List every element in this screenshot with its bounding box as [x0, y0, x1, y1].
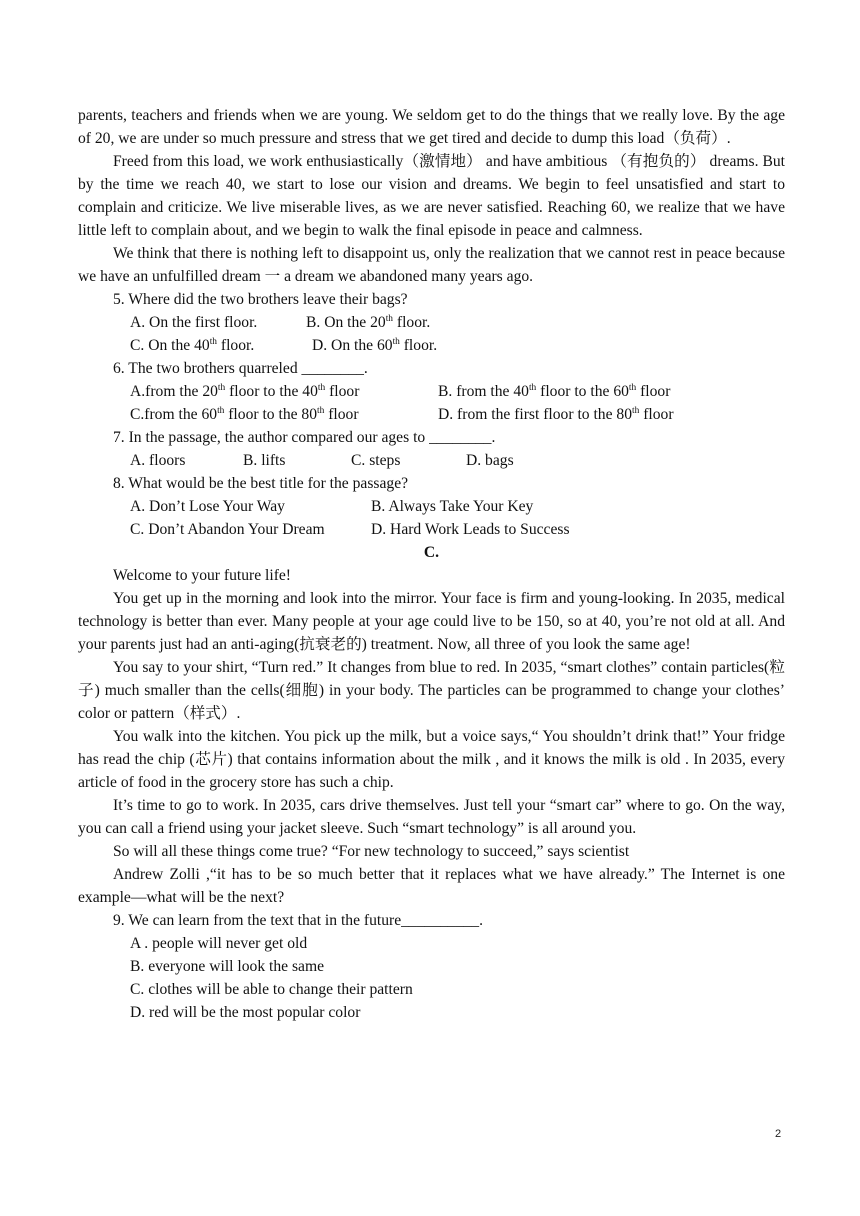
option-c: C. steps: [351, 452, 401, 469]
option-c: C. Don’t Abandon Your Dream: [130, 521, 325, 538]
option-b: B. lifts: [243, 452, 286, 469]
question-8-options: [130, 495, 785, 518]
paragraph: So will all these things come true? “For new technology to succeed,” says scientist: [113, 843, 630, 860]
document-page: [78, 104, 785, 1024]
question-8-options: [130, 518, 785, 541]
paragraph: Welcome to your future life!: [113, 567, 292, 584]
section-c-heading: C.: [423, 544, 440, 561]
question-8-stem: 8. What would be the best title for the passage?: [113, 475, 409, 492]
option-a: A . people will never get old: [130, 935, 308, 952]
option-b: B. everyone will look the same: [130, 958, 325, 975]
option-d: D. Hard Work Leads to Success: [371, 521, 570, 538]
option-c: C.from the 60th floor to the 80th floor: [130, 405, 359, 423]
option-c: C. On the 40th floor.: [130, 336, 255, 354]
option-d: D. red will be the most popular color: [130, 1004, 361, 1021]
option-b: B. from the 40th floor to the 60th floor: [438, 382, 671, 400]
question-6-stem: 6. The two brothers quarreled ________.: [113, 360, 368, 377]
question-6-options: [130, 403, 785, 426]
paragraph: You walk into the kitchen. You pick up the milk, but a voice says,“ You shouldn’t drink that!” Your fridge has read the chip (芯片) that contains information about the milk , and it knows the milk is old . In 2035, every article of food in the grocery store has such a chip.: [78, 728, 785, 791]
option-b: B. Always Take Your Key: [371, 498, 534, 515]
option-a: A. floors: [130, 452, 186, 469]
question-9-stem: 9. We can learn from the text that in the future__________.: [113, 912, 484, 929]
question-7-stem: 7. In the passage, the author compared our ages to ________.: [113, 429, 496, 446]
question-5-options: [130, 334, 785, 357]
option-d: D. On the 60th floor.: [312, 336, 438, 354]
paragraph: parents, teachers and friends when we are young. We seldom get to do the things that we really love. By the age of 20, we are under so much pressure and stress that we get tired and decide to dump this load（负荷）.: [78, 107, 785, 147]
option-a: A.from the 20th floor to the 40th floor: [130, 382, 360, 400]
page-number: 2: [775, 1128, 782, 1140]
paragraph: You say to your shirt, “Turn red.” It changes from blue to red. In 2035, “smart clothes” contain particles(粒子) much smaller than the cells(细胞) in your body. The particles can be programmed to change your clothes’ color or pattern（样式）.: [78, 659, 785, 722]
question-7-options: [130, 449, 785, 472]
question-6-options: [130, 380, 785, 403]
paragraph: Andrew Zolli ,“it has to be so much better that it replaces what we have already.” The Internet is one example—what will be the next?: [78, 866, 785, 906]
question-5-options: [130, 311, 785, 334]
option-a: A. Don’t Lose Your Way: [130, 498, 285, 515]
paragraph: You get up in the morning and look into the mirror. Your face is firm and young-looking. In 2035, medical technology is better than ever. Many people at your age could live to be 150, so at 40, you’re not old at all. And your parents just had an anti-aging(抗衰老的) treatment. Now, all three of you look the same age!: [78, 590, 785, 653]
option-d: D. bags: [466, 452, 514, 469]
paragraph: Freed from this load, we work enthusiastically（激情地） and have ambitious （有抱负的） dreams. But by the time we reach 40, we start to lose our vision and dreams. We begin to feel unsatisfied and start to complain and criticize. We live miserable lives, as we are never satisfied. Reaching 60, we realize that we have little left to complain about, and we begin to walk the final episode in peace and calmness.: [78, 153, 785, 239]
option-a: A. On the first floor.: [130, 314, 258, 331]
option-c: C. clothes will be able to change their pattern: [130, 981, 413, 998]
question-5-stem: 5. Where did the two brothers leave their bags?: [113, 291, 408, 308]
paragraph: We think that there is nothing left to disappoint us, only the realization that we cannot rest in peace because we have an unfulfilled dream 一 a dream we abandoned many years ago.: [78, 245, 785, 285]
paragraph: It’s time to go to work. In 2035, cars drive themselves. Just tell your “smart car” where to go. On the way, you can call a friend using your jacket sleeve. Such “smart technology” is all around you.: [78, 797, 785, 837]
option-b: B. On the 20th floor.: [306, 313, 431, 331]
option-d: D. from the first floor to the 80th floor: [438, 405, 674, 423]
